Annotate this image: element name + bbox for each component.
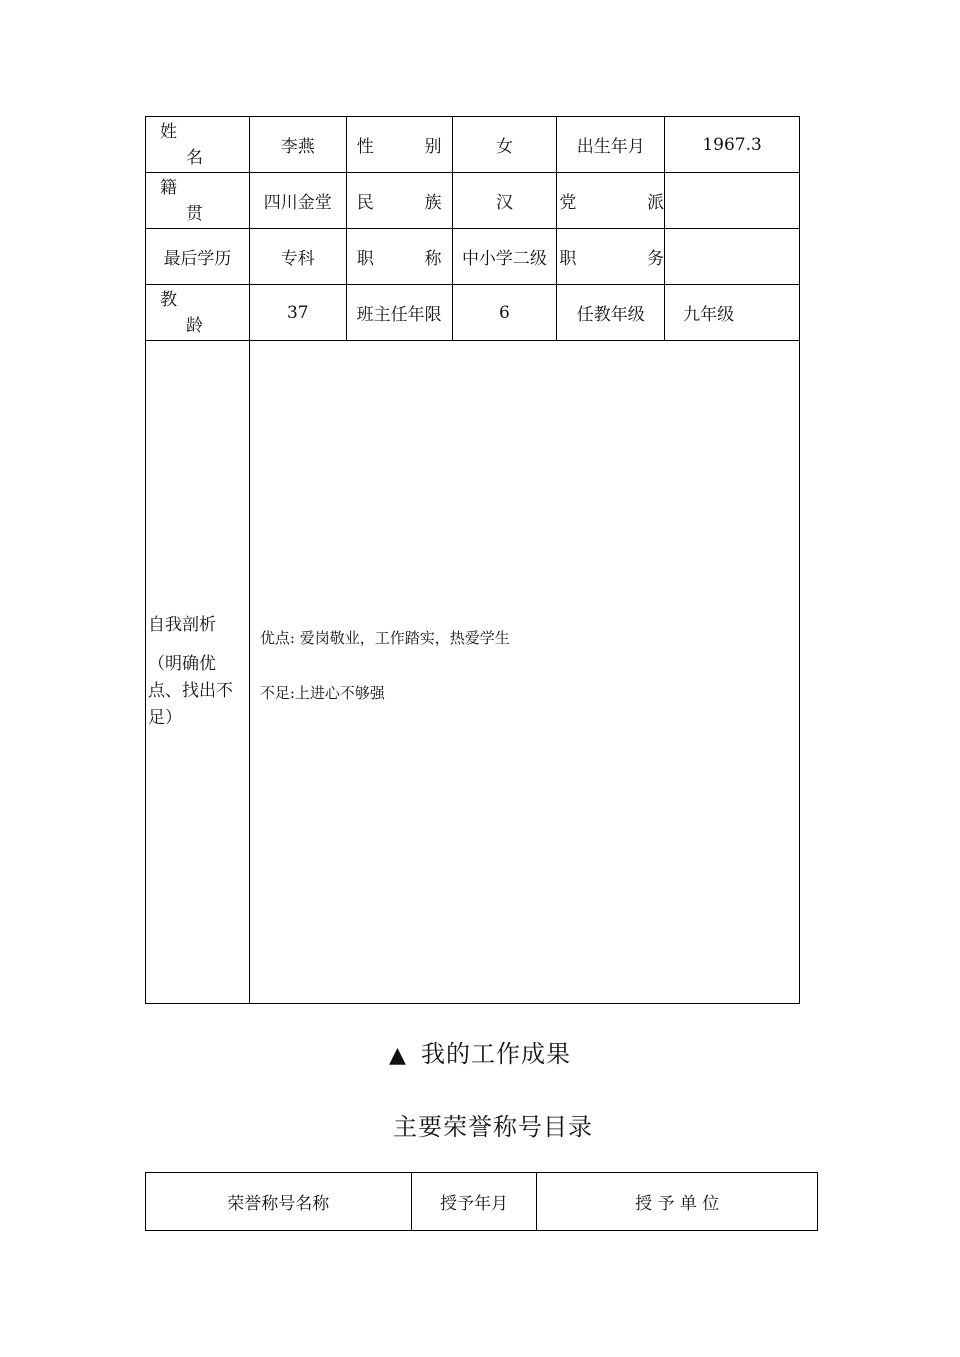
native-value: 四川金堂 xyxy=(249,173,346,229)
headteacher-years-value: 6 xyxy=(452,285,557,341)
weaknesses-text: 不足:上进心不够强 xyxy=(259,684,385,702)
ethnic-value: 汉 xyxy=(452,173,557,229)
grade-value: 九年级 xyxy=(665,285,800,341)
honors-col-date: 授予年月 xyxy=(411,1173,537,1231)
birth-value: 1967.3 xyxy=(665,117,800,173)
party-value xyxy=(665,173,800,229)
birth-label: 出生年月 xyxy=(557,117,665,173)
teaching-years-value: 37 xyxy=(249,285,346,341)
profile-table xyxy=(145,116,800,1004)
title-value: 中小学二级 xyxy=(452,229,557,285)
gender-value: 女 xyxy=(452,117,557,173)
section-title: ▲ 我的工作成果 xyxy=(389,1040,571,1068)
triangle-icon: ▲ xyxy=(389,1043,407,1068)
native-label: 籍 贯 xyxy=(146,173,250,229)
position-label: 职 务 xyxy=(557,229,665,285)
position-value xyxy=(665,229,800,285)
strengths-text: 优点: 爱岗敬业，工作踏实，热爱学生 xyxy=(259,629,510,647)
education-value: 专科 xyxy=(249,229,346,285)
title-label: 职 称 xyxy=(346,229,452,285)
teaching-years-label: 教 龄 xyxy=(146,285,250,341)
ethnic-label: 民 族 xyxy=(346,173,452,229)
education-label: 最后学历 xyxy=(146,229,250,285)
headteacher-years-label: 班主任年限 xyxy=(346,285,452,341)
honors-col-name: 荣誉称号名称 xyxy=(146,1173,412,1231)
self-analysis-content xyxy=(249,341,799,1004)
honors-title: 主要荣誉称号目录 xyxy=(393,1113,593,1141)
grade-label: 任教年级 xyxy=(557,285,665,341)
self-analysis-label: 自我剖析 （明确优点、找出不足） xyxy=(146,341,250,1004)
name-label: 姓 名 xyxy=(146,117,250,173)
honors-col-unit: 授 予 单 位 xyxy=(537,1173,818,1231)
name-value: 李燕 xyxy=(249,117,346,173)
honors-table xyxy=(145,1172,818,1231)
gender-label: 性 别 xyxy=(346,117,452,173)
party-label: 党 派 xyxy=(557,173,665,229)
